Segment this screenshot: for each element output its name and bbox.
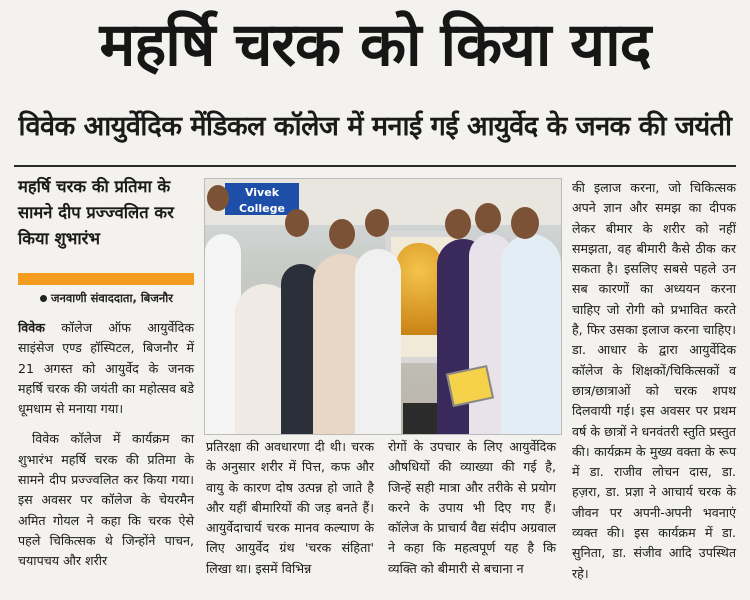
- head-5: [365, 209, 389, 237]
- head-6: [445, 209, 471, 239]
- article-column-3: [388, 437, 556, 579]
- head-1: [207, 185, 229, 211]
- col4-text: की इलाज करना, जो चिकित्सक अपने ज्ञान और समझ का दीपक लेकर बीमार के शरीर को नहीं समझता, वह बीमारी कैसे ठीक कर सकता है। इसलिए सबसे पहले उन सब कारणों का अध्ययन करना चाहिए जो रोगी को प्रभावित करते है, फिर उसका इलाज करना चाहिए। डा. आधार के द्वारा आयुर्वेदिक कॉलेज के शिक्षकों/चिकित्सकों व छात्र/छात्राओं को चरक शपथ दिलवायी गई। इस अवसर पर प्रथम वर्ष के छात्रों ने धनवंतरी स्तुति प्रस्तुत की। कार्यक्रम के मुख्य वक्ता के रूप में डा. राजीव लोचन दास, डा. हज़रा, डा. प्रज्ञा ने आचार्य चरक के जीवन पर अपनी-अपनी भवनाएं व्यक्त की। इस कार्यक्रम में डा. सुनिता, डा. संजीव आदि उपस्थित रहे।: [572, 180, 736, 581]
- lead-word: विवेक: [18, 320, 45, 335]
- col3-text: रोगों के उपचार के लिए आयुर्वेदिक औषधियों की व्याख्या की गई है, जिन्हें सही मात्रा और तरीके से प्रयोग करने के उपाय भी दिए गए हैं। कॉलेज के प्राचार्य वैद्य संदीप अग्रवाल ने कहा कि महत्वपूर्ण यह है कि व्यक्ति को बीमारी से बचाना न: [388, 439, 556, 576]
- deck-text: महर्षि चरक की प्रतिमा के सामने दीप प्रज्ज्वलित कर किया शुभारंभ: [18, 177, 174, 248]
- col1-para2: विवेक कॉलेज में कार्यक्रम का शुभारंभ महर्षि चरक की प्रतिमा के सामने दीप प्रज्ज्वलित कर किया गया। इस अवसर पर कॉलेज के चेयरमैन अमित गोयल ने कहा कि चरक ऐसे पहले चिकित्सक थे जिन्होंने पाचन, चयापचय और शरीर: [18, 431, 194, 569]
- headline: महर्षि चरक को किया याद: [99, 10, 651, 80]
- byline: [40, 289, 200, 307]
- event-photo: [204, 178, 562, 435]
- bullet-icon: [40, 295, 47, 302]
- charak-statue: [396, 243, 442, 335]
- college-sign: Vivek College: [225, 183, 299, 215]
- byline-text: जनवाणी संवाददाता, बिजनौर: [51, 291, 173, 305]
- col2-text: प्रतिरक्षा की अवधारणा दी थी। चरक के अनुसार शरीर में पित्त, कफ और वायु के कारण दोष उत्पन्न हो जाते है और यहीं बीमारियों की जड़ बनते हैं। आयुर्वेदाचार्य चरक मानव कल्याण के लिए आयुर्वेद ग्रंथ 'चरक संहिता' लिखा था। इसमें विभिन्न: [206, 439, 374, 576]
- person-8: [501, 234, 561, 434]
- head-7: [475, 203, 501, 233]
- person-5: [355, 249, 401, 434]
- head-4: [329, 219, 355, 249]
- subheadline: विवेक आयुर्वेदिक मेंडिकल कॉलेज में मनाई गई आयुर्वेद के जनक की जयंती: [18, 111, 732, 142]
- top-rule: [14, 165, 736, 167]
- accent-bar: [18, 273, 194, 285]
- article-column-1: [18, 318, 194, 572]
- article-column-4: [572, 178, 736, 584]
- col1-para1: कॉलेज ऑफ आयुर्वेदिक साइंसेज एण्ड हॉस्पिटल, बिजनौर में 21 अगस्त को आयुर्वेद के जनक महर्षि चरक की जयंती का महोत्सव बडे धूमधाम से मनाया गया।: [18, 320, 194, 417]
- head-3: [285, 209, 309, 237]
- article-column-2: [206, 437, 374, 579]
- head-8: [511, 207, 539, 239]
